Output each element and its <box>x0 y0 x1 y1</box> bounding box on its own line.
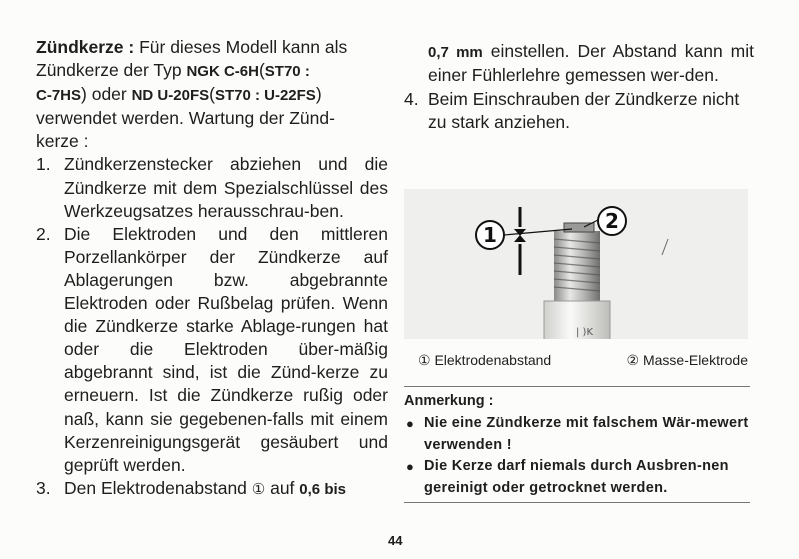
label-1: 1 <box>483 223 497 247</box>
ngk-type: NGK C-6H <box>186 63 259 81</box>
plug-marking: | )K <box>576 327 594 338</box>
note-item: ● Die Kerze darf niemals durch Ausbren-nen gereinigt oder getrocknet werden. <box>406 458 729 496</box>
caption-ground-electrode: ② Masse-Elektrode <box>626 352 748 368</box>
bullet-icon: ● <box>406 416 415 431</box>
note-list <box>404 413 750 499</box>
step-4: 4. Beim Einschrauben der Zündkerze nicht zu stark anziehen. <box>404 88 740 132</box>
left-column <box>36 36 388 501</box>
section-title: Zündkerze : <box>36 37 135 57</box>
step-3-continued: 0,7 mm einstellen. Der Abstand kann mit einer Fühlerlehre gemessen wer-den. <box>428 41 754 86</box>
spark-plug-photo <box>404 189 748 339</box>
step-1: 1. Zündkerzenstecker abziehen und die Zündkerze mit dem Spezialschlüssel des Werkzeugsatzes herausschrau-ben. <box>36 154 388 221</box>
steps-list <box>36 153 388 500</box>
nd-type: ND U-20FS <box>131 87 210 105</box>
note-title: Anmerkung : <box>404 393 494 409</box>
intro-paragraph: Zündkerze : Für dieses Modell kann als Zündkerze der Typ NGK C-6H(ST70 : C-7HS) oder ND U-20FS(ST70 : U-22FS) verwendet werden. Wartung der Zünd- kerze : <box>36 37 348 152</box>
note-item: ● Nie eine Zündkerze mit falschem Wär-mewert verwenden ! <box>406 415 749 453</box>
label-2: 2 <box>605 209 619 233</box>
spark-plug-illustration <box>404 189 748 339</box>
bullet-icon: ● <box>406 459 415 474</box>
note-divider-top <box>404 386 750 387</box>
step-3: 3. Den Elektrodenabstand ① auf 0,6 bis <box>36 477 346 498</box>
page-number: 44 <box>388 533 403 548</box>
note-divider-bottom <box>404 502 750 503</box>
note-box <box>404 393 750 499</box>
right-column <box>404 40 754 134</box>
caption-electrode-gap: ① Elektrodenabstand <box>418 352 552 368</box>
figure-caption <box>418 352 748 369</box>
step-2: 2. Die Elektroden und den mittleren Porzellankörper der Zündkerze auf Ablagerungen bzw. abgebrannte Elektroden oder Rußbelag prüfen. Wenn die Zündkerze starke Ablage-rungen hat oder die Elektroden über-mäßig abgebrannt sind, ist die Zünd-kerze zu erneuern. Ist die Zündkerze rußig oder naß, kann sie gegebenen-falls mit einem Kerzenreinigungsgerät gesäubert und geprüft werden. <box>36 223 388 475</box>
